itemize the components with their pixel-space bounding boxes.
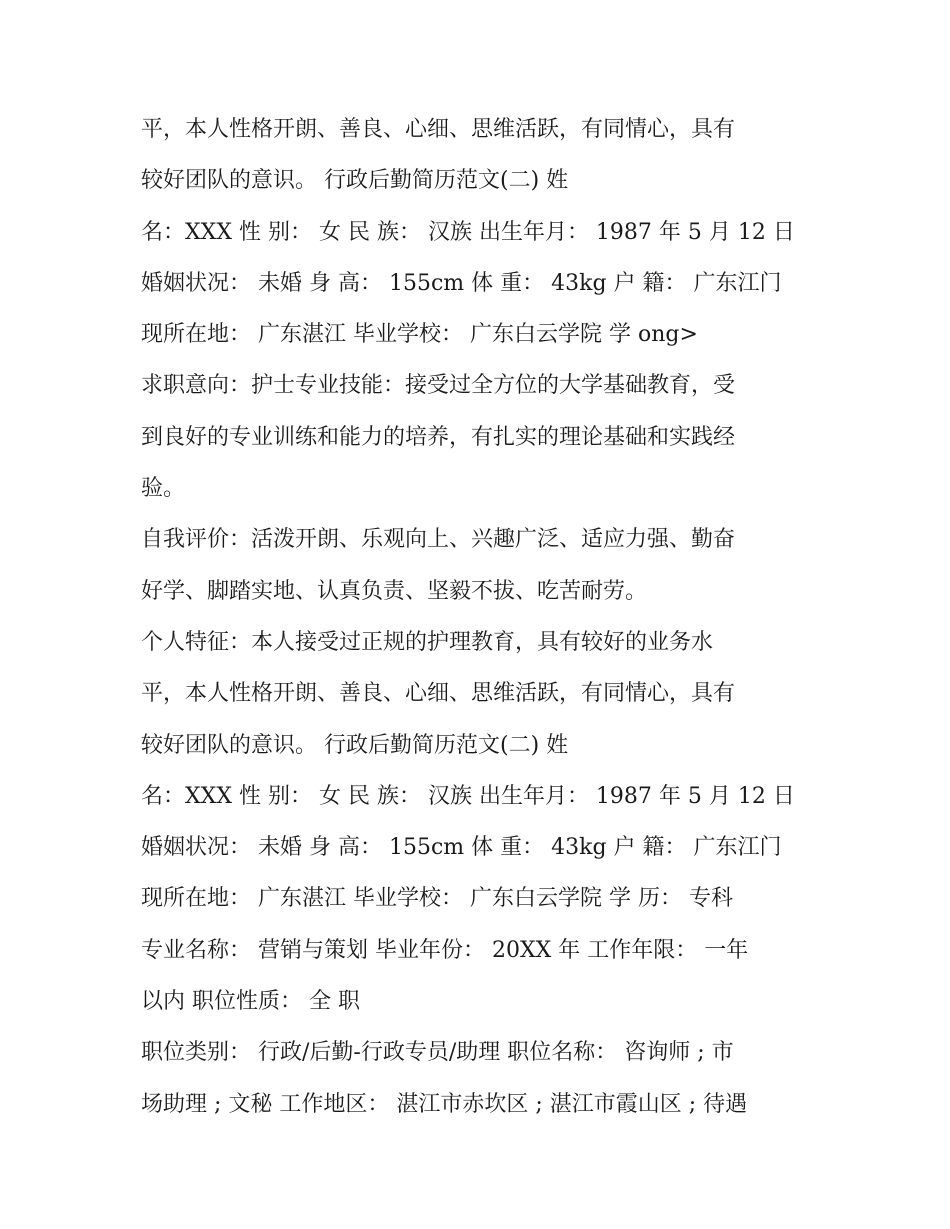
text-line: 职位类别： 行政/后勤-行政专员/助理 职位名称： 咨询师 ; 市 xyxy=(141,1040,734,1066)
text-line: 求职意向：护士专业技能：接受过全方位的大学基础教育，受 xyxy=(141,373,736,399)
text-line: 以内 职位性质： 全 职 xyxy=(141,989,360,1015)
text-line: 验。 xyxy=(141,476,186,502)
text-line: 个人特征：本人接受过正规的护理教育，具有较好的业务水 xyxy=(141,629,714,655)
text-line: 好学、脚踏实地、认真负责、坚毅不拔、吃苦耐劳。 xyxy=(141,578,648,604)
text-line: 场助理 ; 文秘 工作地区： 湛江市赤坎区 ; 湛江市霞山区 ; 待遇 xyxy=(141,1091,748,1117)
text-line: 到良好的专业训练和能力的培养，有扎实的理论基础和实践经 xyxy=(141,424,736,450)
text-line: 婚姻状况： 未婚 身 高： 155cm 体 重： 43kg 户 籍： 广东江门 xyxy=(141,270,782,296)
text-line: 名：XXX 性 别： 女 民 族： 汉族 出生年月： 1987 年 5 月 12 日 xyxy=(141,219,795,245)
text-line: 较好团队的意识。 行政后勤简历范文(二) 姓 xyxy=(141,168,569,194)
body-text xyxy=(141,104,821,1130)
text-line: 较好团队的意识。 行政后勤简历范文(二) 姓 xyxy=(141,732,569,758)
text-line: 平，本人性格开朗、善良、心细、思维活跃，有同情心，具有 xyxy=(141,117,736,142)
text-line: 自我评价：活泼开朗、乐观向上、兴趣广泛、适应力强、勤奋 xyxy=(141,527,736,553)
text-line: 专业名称： 营销与策划 毕业年份： 20XX 年 工作年限： 一年 xyxy=(141,937,749,963)
text-line: 现所在地： 广东湛江 毕业学校： 广东白云学院 学 历： 专科 xyxy=(141,886,733,912)
text-line: 现所在地： 广东湛江 毕业学校： 广东白云学院 学 ong> xyxy=(141,322,698,348)
text-line: 平，本人性格开朗、善良、心细、思维活跃，有同情心，具有 xyxy=(141,681,736,707)
text-line: 名：XXX 性 别： 女 民 族： 汉族 出生年月： 1987 年 5 月 12 日 xyxy=(141,783,795,809)
text-line: 婚姻状况： 未婚 身 高： 155cm 体 重： 43kg 户 籍： 广东江门 xyxy=(141,835,782,861)
